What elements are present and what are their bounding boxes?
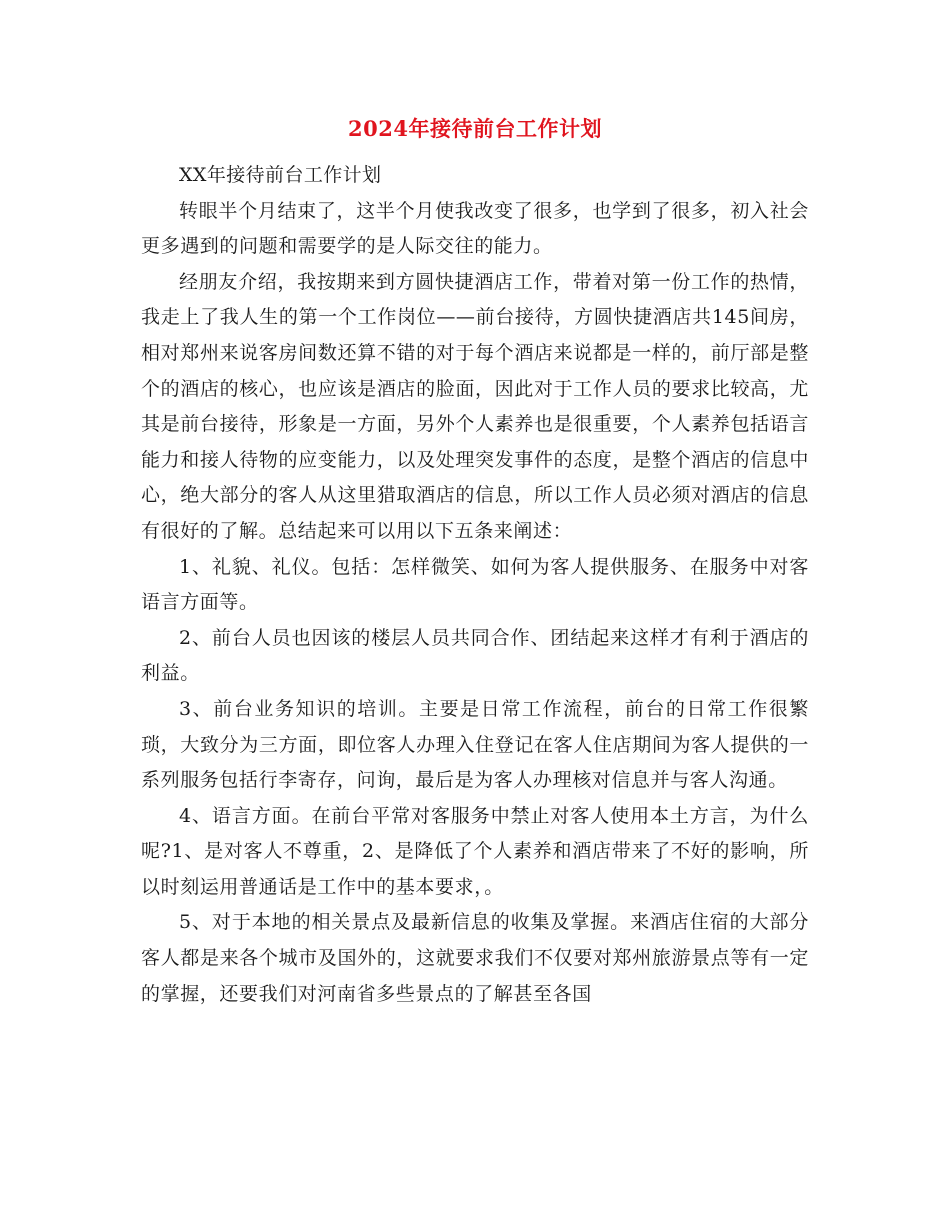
paragraph-intro: 转眼半个月结束了，这半个月使我改变了很多，也学到了很多，初入社会更多遇到的问题和需要学的是人际交往的能力。: [141, 199, 809, 258]
paragraph-item-1: 1、礼貌、礼仪。包括：怎样微笑、如何为客人提供服务、在服务中对客语言方面等。: [141, 555, 809, 614]
paragraph-item-5: 5、对于本地的相关景点及最新信息的收集及掌握。来酒店住宿的大部分客人都是来各个城市及国外的，这就要求我们不仅要对郑州旅游景点等有一定的掌握，还要我们对河南省多些景点的了解甚至各国: [141, 911, 809, 1005]
document-body: [141, 158, 809, 1012]
paragraph-item-4: 4、语言方面。在前台平常对客服务中禁止对客人使用本土方言，为什么呢?1、是对客人不尊重，2、是降低了个人素养和酒店带来了不好的影响，所以时刻运用普通话是工作中的基本要求，。: [141, 804, 809, 898]
document-title: 2024年接待前台工作计划: [348, 116, 602, 141]
paragraph-item-2: 2、前台人员也因该的楼层人员共同合作、团结起来这样才有利于酒店的利益。: [141, 626, 809, 685]
document-subtitle: XX年接待前台工作计划: [179, 164, 382, 186]
paragraph-item-3: 3、前台业务知识的培训。主要是日常工作流程，前台的日常工作很繁琐，大致分为三方面，即位客人办理入住登记在客人住店期间为客人提供的一系列服务包括行李寄存，问询，最后是为客人办理核对信息并与客人沟通。: [141, 697, 809, 792]
paragraph-background: 经朋友介绍，我按期来到方圆快捷酒店工作，带着对第一份工作的热情，我走上了我人生的第一个工作岗位——前台接待，方圆快捷酒店共145间房，相对郑州来说客房间数还算不错的对于每个酒店来说都是一样的，前厅部是整个的酒店的核心，也应该是酒店的脸面，因此对于工作人员的要求比较高，尤其是前台接待，形象是一方面，另外个人素养也是很重要，个人素养包括语言能力和接人待物的应变能力，以及处理突发事件的态度，是整个酒店的信息中心，绝大部分的客人从这里猎取酒店的信息，所以工作人员必须对酒店的信息有很好的了解。总结起来可以用以下五条来阐述：: [141, 270, 809, 542]
